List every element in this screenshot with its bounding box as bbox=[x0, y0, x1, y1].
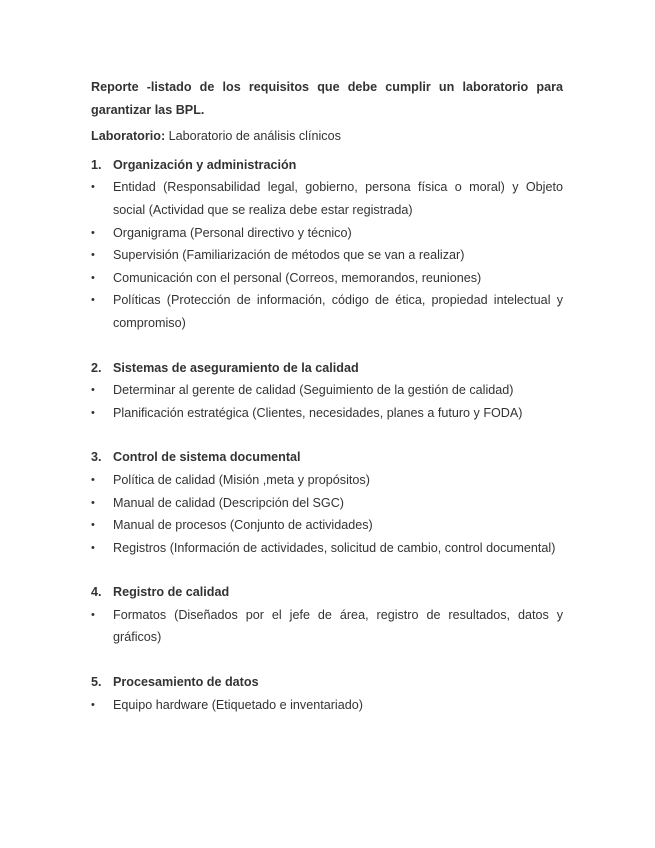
bullet-icon: • bbox=[91, 473, 95, 486]
list-item bbox=[91, 492, 563, 515]
laboratory-line bbox=[91, 125, 563, 148]
requirements-list bbox=[91, 154, 563, 716]
laboratory-label: Laboratorio: bbox=[91, 129, 166, 144]
section-items bbox=[91, 379, 563, 424]
bullet-icon: • bbox=[91, 541, 95, 554]
bullet-icon: • bbox=[91, 294, 95, 307]
list-item bbox=[91, 514, 563, 537]
section bbox=[91, 357, 563, 425]
section bbox=[91, 154, 563, 335]
list-item bbox=[91, 469, 563, 492]
section-heading-text: Organización y administración bbox=[113, 157, 297, 172]
list-item-text: Supervisión (Familiarización de métodos que se van a realizar) bbox=[113, 248, 465, 263]
section-heading bbox=[91, 446, 563, 469]
section bbox=[91, 446, 563, 559]
list-item bbox=[91, 267, 563, 290]
list-item bbox=[91, 694, 563, 717]
list-item bbox=[91, 289, 563, 334]
section-number: 3. bbox=[91, 450, 102, 465]
section bbox=[91, 581, 563, 649]
list-item-text: Comunicación con el personal (Correos, memorandos, reuniones) bbox=[113, 270, 482, 285]
list-item-text: Determinar al gerente de calidad (Seguimiento de la gestión de calidad) bbox=[113, 383, 514, 398]
bullet-icon: • bbox=[91, 384, 95, 397]
section-items bbox=[91, 604, 563, 649]
section-heading-text: Registro de calidad bbox=[113, 585, 230, 600]
list-item bbox=[91, 604, 563, 649]
section-heading-text: Control de sistema documental bbox=[113, 450, 301, 465]
section-number: 1. bbox=[91, 157, 102, 172]
bullet-icon: • bbox=[91, 249, 95, 262]
section-items bbox=[91, 469, 563, 559]
list-item bbox=[91, 402, 563, 425]
section-items bbox=[91, 176, 563, 334]
section-number: 2. bbox=[91, 360, 102, 375]
section-heading-text: Procesamiento de datos bbox=[113, 675, 259, 690]
list-item bbox=[91, 537, 563, 560]
list-item-text: Política de calidad (Misión ,meta y propósitos) bbox=[113, 472, 370, 487]
bullet-icon: • bbox=[91, 226, 95, 239]
list-item-text: Políticas (Protección de información, código de ética, propiedad intelectual y compromiso) bbox=[113, 293, 563, 330]
list-item-text: Organigrama (Personal directivo y técnico) bbox=[113, 225, 352, 240]
list-item bbox=[91, 176, 563, 221]
bullet-icon: • bbox=[91, 698, 95, 711]
bullet-icon: • bbox=[91, 181, 95, 194]
section-heading bbox=[91, 154, 563, 177]
list-item-text: Formatos (Diseñados por el jefe de área, registro de resultados, datos y gráficos) bbox=[113, 607, 563, 645]
section-heading bbox=[91, 581, 563, 604]
list-item-text: Manual de procesos (Conjunto de actividades) bbox=[113, 518, 373, 533]
list-item-text: Registros (Información de actividades, solicitud de cambio, control documental) bbox=[113, 540, 556, 555]
list-item-text: Equipo hardware (Etiquetado e inventariado) bbox=[113, 697, 363, 712]
section-number: 4. bbox=[91, 585, 102, 600]
bullet-icon: • bbox=[91, 519, 95, 532]
section-items bbox=[91, 694, 563, 717]
document-page bbox=[91, 76, 563, 716]
bullet-icon: • bbox=[91, 496, 95, 509]
list-item-text: Entidad (Responsabilidad legal, gobierno, persona física o moral) y Objeto social (Actividad que se realiza debe estar registrada) bbox=[113, 180, 563, 217]
section-heading-text: Sistemas de aseguramiento de la calidad bbox=[113, 360, 359, 375]
list-item-text: Manual de calidad (Descripción del SGC) bbox=[113, 495, 344, 510]
bullet-icon: • bbox=[91, 271, 95, 284]
list-item bbox=[91, 244, 563, 267]
section-heading bbox=[91, 357, 563, 380]
bullet-icon: • bbox=[91, 608, 95, 621]
list-item bbox=[91, 379, 563, 402]
section-heading bbox=[91, 671, 563, 694]
list-item bbox=[91, 222, 563, 245]
bullet-icon: • bbox=[91, 406, 95, 419]
laboratory-value: Laboratorio de análisis clínicos bbox=[168, 129, 341, 144]
document-title: Reporte -listado de los requisitos que debe cumplir un laboratorio para garantizar las BPL. bbox=[91, 80, 563, 117]
section bbox=[91, 671, 563, 716]
list-item-text: Planificación estratégica (Clientes, necesidades, planes a futuro y FODA) bbox=[113, 405, 523, 420]
section-number: 5. bbox=[91, 675, 102, 690]
